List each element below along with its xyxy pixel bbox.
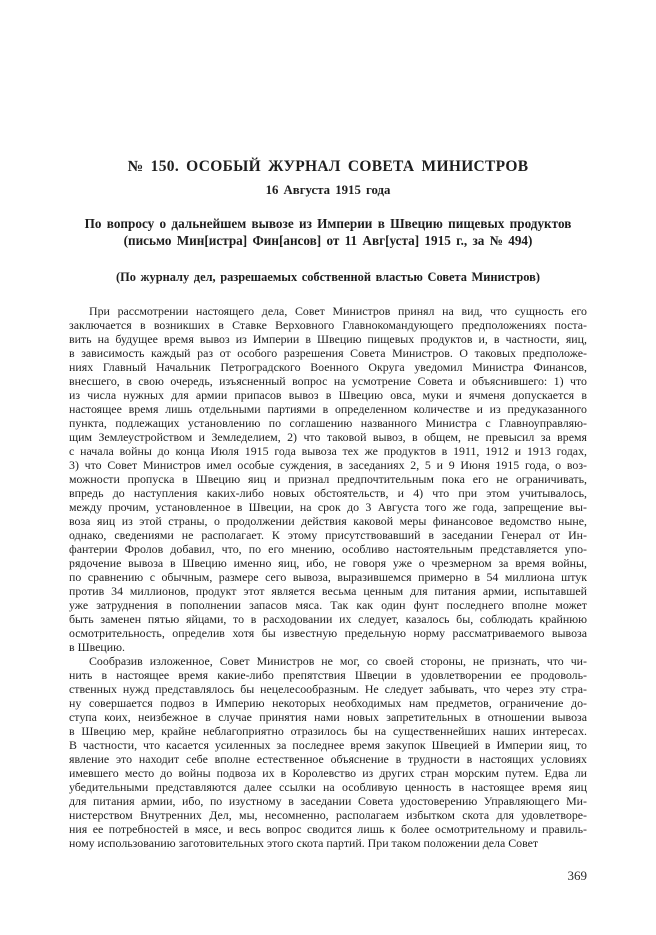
paragraph [69,654,587,850]
text-line: однако, сведениями не располагает. К этому присутствовавший в заседании Генерал от Ин- [69,528,587,542]
journal-subject [69,216,587,249]
text-line: с начала войны до конца Июля 1915 года вывоза тех же продуктов в 1911, 1912 и 1913 годах, [69,444,587,458]
subject-line-2: (письмо Мин[истра] Фин[ансов] от 11 Авг[уста] 1915 г., за № 494) [123,232,533,248]
text-line: по сравнению с обычным, размере сего вывоза, выразившемся примерно в 54 миллиона штук [69,570,587,584]
text-line: настоящее время лишь отдельными партиями в определенном количестве и из предуказанного [69,402,587,416]
text-line: Сообразив изложенное, Совет Министров не мог, со своей стороны, не признать, что чи- [89,654,587,668]
page-content [69,0,587,883]
text-line: уже затруднения в пополнении запасов мяса. Так как один фунт последнего вполне может [69,598,587,612]
text-line: между прочим, установленное в Швеции, на срок до 3 Августа того же года, запрещение вы- [69,500,587,514]
text-line: для питания армии, ибо, по изустному в заседании Совета удостоверению Управляющего Ми- [69,794,587,808]
text-line: нистерством Внутренних Дел, мы, несомненно, располагаем избытком скота для удовлетворе- [69,808,587,822]
text-line: вить на будущее время вывоз из Империи в Швецию пищевых продуктов и, в частности, яиц, [69,332,587,346]
text-line: щим Землеустройством и Земледелием, 2) что таковой вывоз, в общем, не превысил за время [69,430,587,444]
journal-note: (По журналу дел, разрешаемых собственной властью Совета Министров) [115,270,540,284]
journal-title: № 150. ОСОБЫЙ ЖУРНАЛ СОВЕТА МИНИСТРОВ [127,158,529,175]
text-line: В частности, что касается усиленных за последнее время закупок Швецией в Империи яиц, то [69,738,587,752]
text-line: ниях Главный Начальник Петроградского Военного Округа уведомил Министра Финансов, [69,360,587,374]
text-line: ния ее потребностей в мясе, и весь вопрос сводится лишь к более осмотрительному и правиль- [69,822,587,836]
text-line: рядочение вывоза в Швецию именно яиц, ибо, не говоря уже о чрезмерном за время войны, [69,556,587,570]
text-line: явление это находит себе вполне естественное объяснение в трудности в настоящих условиях [69,752,587,766]
body-text [69,304,587,850]
text-line: заключается в возникших в Ставке Верховного Главнокомандующего предположениях поста- [69,318,587,332]
text-line: пункта, подлежащих установлению по соглашению названного Министра с Главноуправляю- [69,416,587,430]
text-line: внесшего, в свою очередь, изъясненный вопрос на усмотрение Совета и объяснившего: 1) что [69,374,587,388]
text-line: имевшего место до войны подвоза их в Королевство из других стран морским путем. Едва ли [69,766,587,780]
text-line: осмотрительность, определив хотя бы известную предельную норму рассматриваемого вывоза [69,626,587,640]
text-line: ступа коих, неизбежное в случае принятия нами новых запретительных в отношении вывоза [69,710,587,724]
text-line: в Швецию. [69,640,125,654]
text-line: впредь до наступления каких-либо новых обстоятельств, и 4) что при этом учитывалось, [69,486,587,500]
text-line: нить в настоящее время какие-либо препятствия Швеции в удовлетворении ее продоволь- [69,668,587,682]
page-number: 369 [567,868,587,883]
text-line: против 34 миллионов, продукт этот является весьма ценным для питания армии, испытавшей [69,584,587,598]
text-line: ну совершается подвоз в Империю некоторых необходимых нам предметов, ограничение до- [69,696,587,710]
text-line: убедительными представляются далее ссылки на особливую ценность в настоящее время яиц [69,780,587,794]
text-line: можности пропуска в Швецию яиц и признал предпочтительным пока его не ограничивать, [69,472,587,486]
journal-date: 16 Августа 1915 года [265,183,391,197]
text-line: в Швецию мер, крайне неблагоприятно отразилось бы на существеннейших наших интересах. [69,724,587,738]
text-line: фантерии Фролов добавил, что, по его мнению, особливо настоятельным представляется упо- [69,542,587,556]
text-line: 3) что Совет Министров имел особые суждения, в заседаниях 2, 5 и 9 Июня 1915 года, о воз- [69,458,587,472]
text-line: быть заменен пятью яйцами, то в расходовании их следует, казалось бы, соблюдать крайнюю [69,612,587,626]
subject-line-1: По вопросу о дальнейшем вывозе из Империи в Швецию пищевых продуктов [84,216,572,231]
text-line: из числа нужных для армии припасов вывоз в Швецию овса, муки и ячменя допускается в [69,388,587,402]
paragraph [69,304,587,654]
text-line: воза яиц из этой страны, о продолжении действия каковой меры финансовое ведомство ныне, [69,514,587,528]
text-line: ственных нужд представлялось бы нецелесообразным. Не следует забывать, что через эту стра- [69,682,587,696]
text-line: в зависимость каждый раз от особого разрешения Совета Министров. О таковых предположе- [69,346,587,360]
text-line: При рассмотрении настоящего дела, Совет Министров принял на вид, что сущность его [89,304,587,318]
text-line: ному использованию заготовительных этого скота партий. При таком положении дела Совет [69,836,539,850]
